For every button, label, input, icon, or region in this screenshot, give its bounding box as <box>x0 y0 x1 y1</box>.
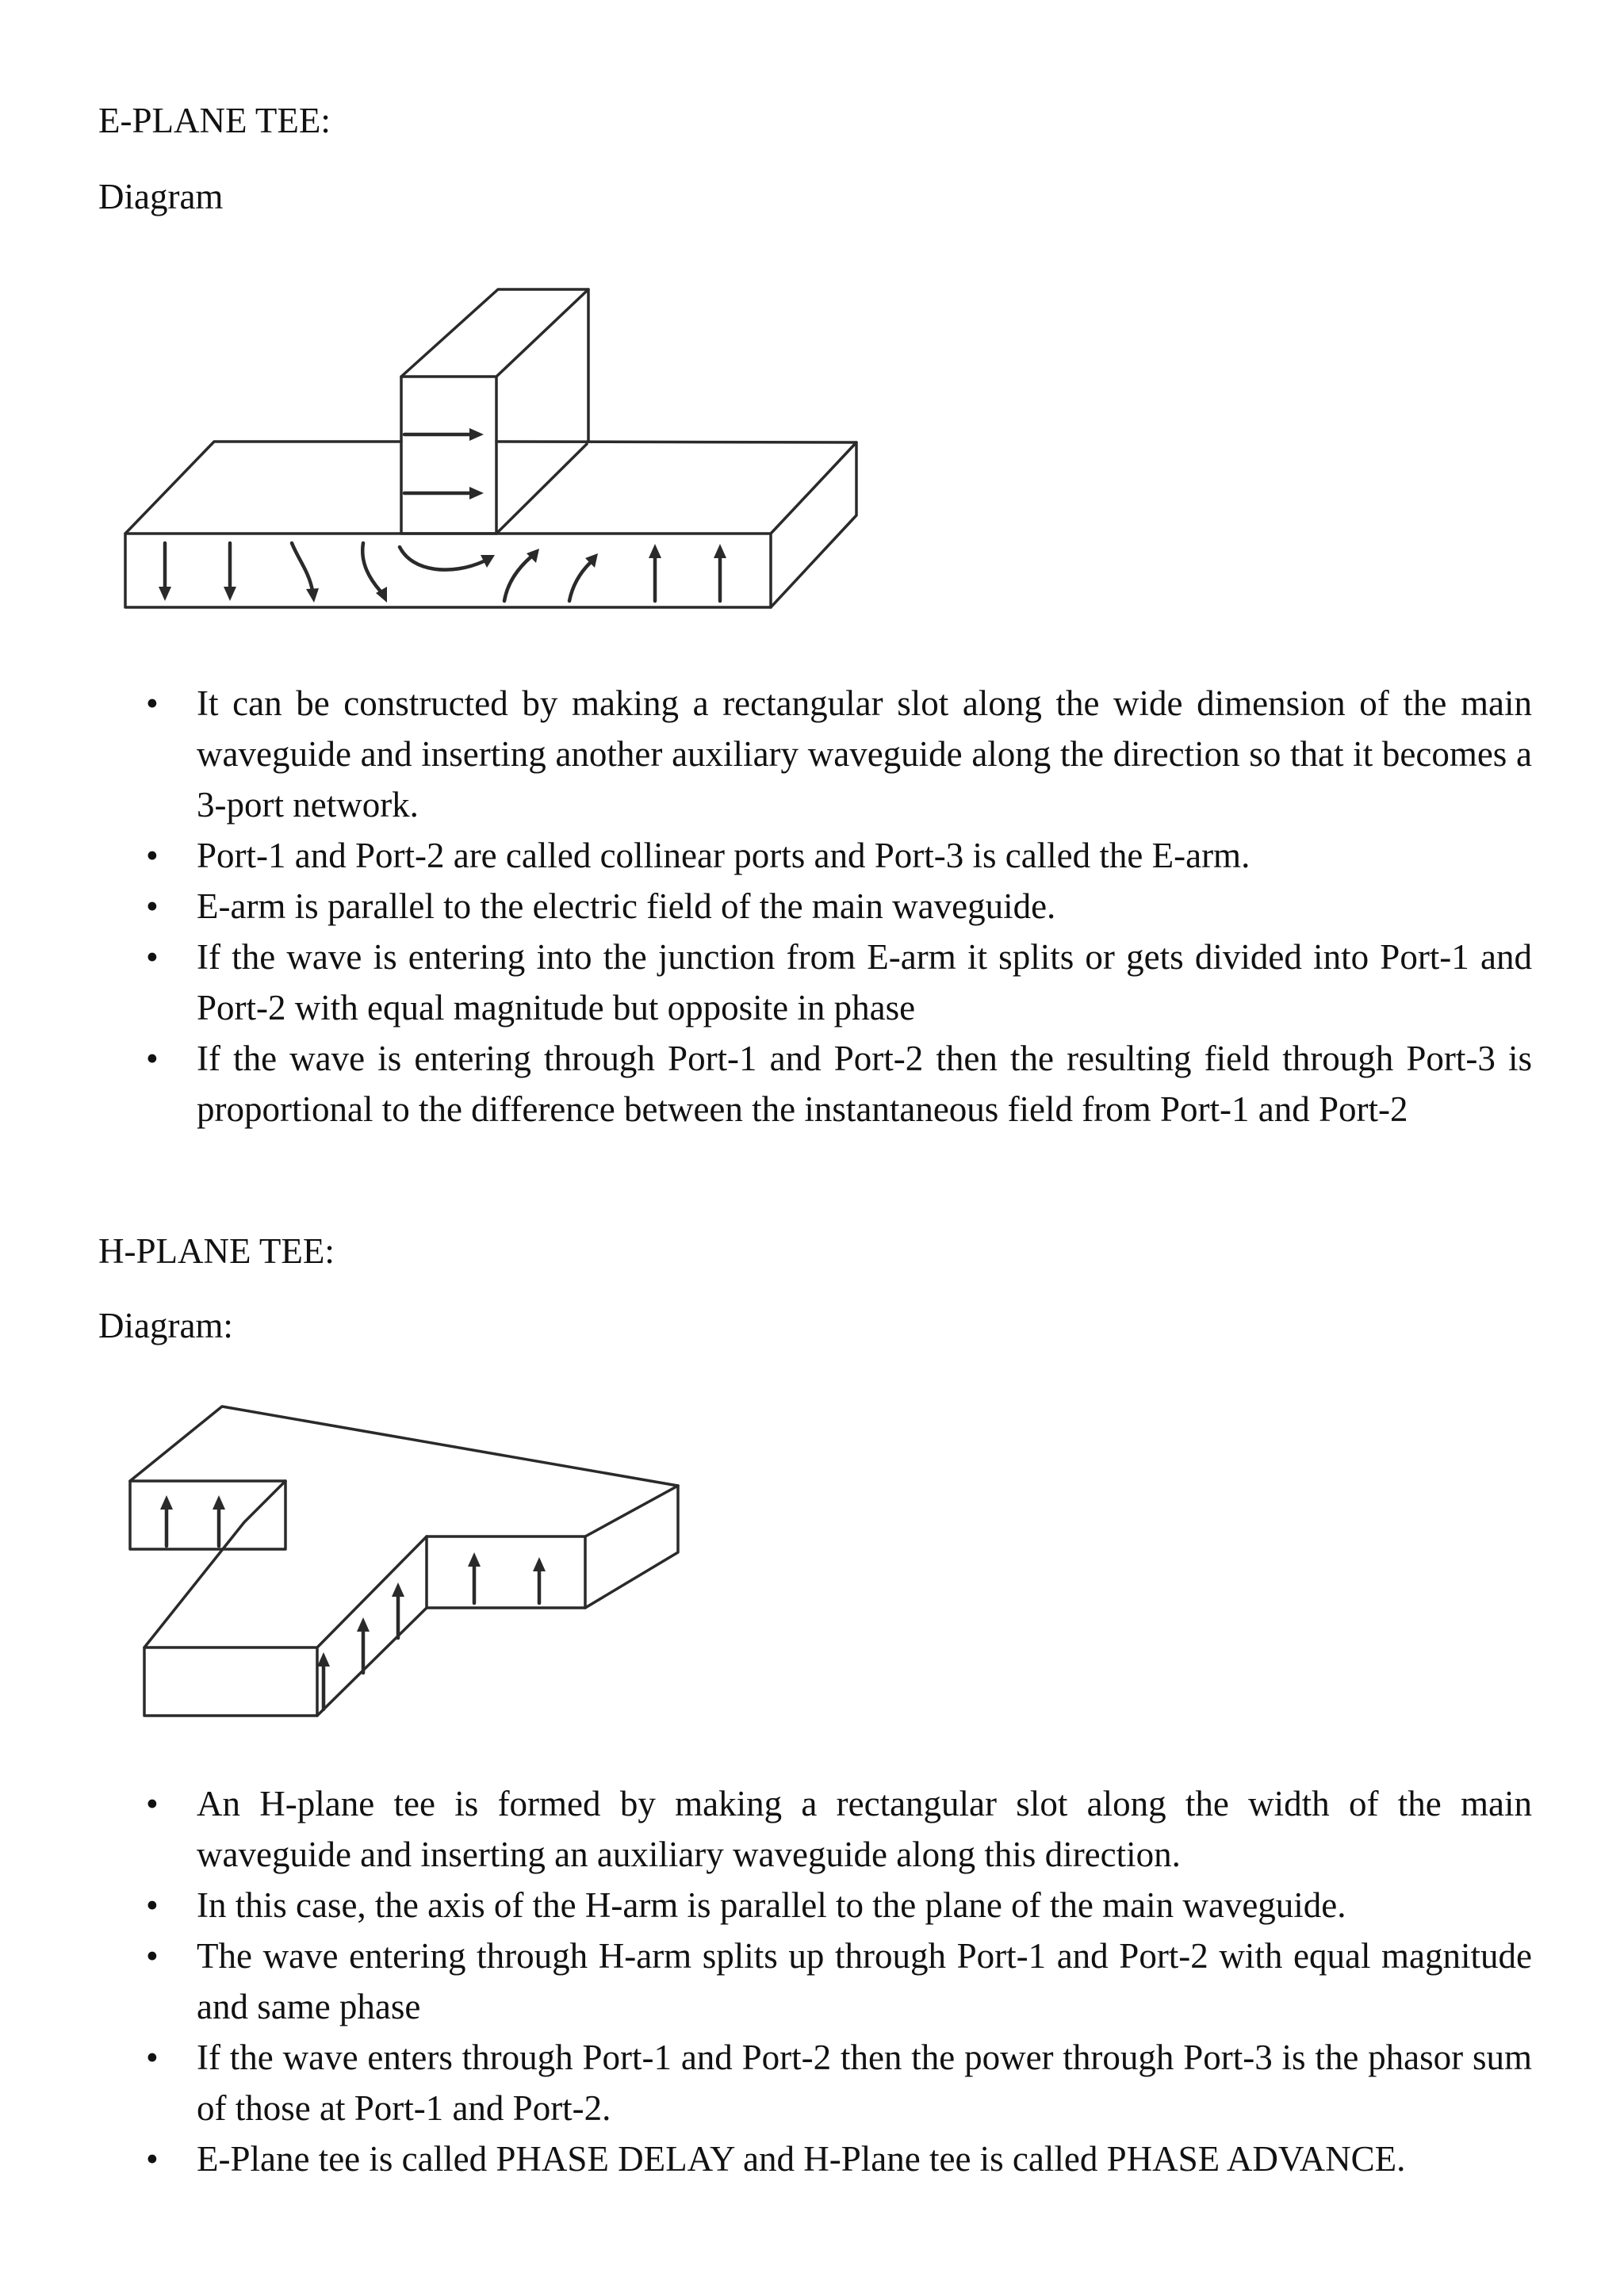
h-plane-bullet-4: • If the wave enters through Port-1 and Port-2 then the power through Port-3 is the phasor sum of those at Port-1 and Port-2. <box>98 2032 1532 2133</box>
main-waveguide-side-face <box>771 442 856 607</box>
e-arm-top-face <box>401 289 588 377</box>
h-plane-title: H-PLANE TEE: <box>98 1231 335 1271</box>
e-plane-bullet-3: • E-arm is parallel to the electric field of the main waveguide. <box>98 881 1532 932</box>
e-plane-diagram-label: Diagram <box>98 177 224 216</box>
h-arm-right-bottom-edge <box>317 1608 427 1716</box>
e-arm-front-face <box>401 377 496 534</box>
e-plane-bullet-list <box>98 678 1532 1135</box>
h-plane-tee-diagram <box>111 1395 698 1760</box>
e-plane-bullet-4: • If the wave is entering into the junction from E-arm it splits or gets divided into Port-1 and Port-2 with equal magnitude but opposite in phase <box>98 932 1532 1033</box>
e-plane-bullet-5: • If the wave is entering through Port-1 and Port-2 then the resulting field through Port-3 is proportional to the difference between the instantaneous field from Port-1 and Port-2 <box>98 1033 1532 1135</box>
main-waveguide-top-right <box>496 442 856 534</box>
main-waveguide-top-left <box>125 442 401 534</box>
port-3-face <box>144 1647 317 1716</box>
e-plane-tee-diagram <box>111 277 872 626</box>
h-plane-bullet-3: • The wave entering through H-arm splits up through Port-1 and Port-2 with equal magnitude and same phase <box>98 1931 1532 2032</box>
port-2-face <box>427 1536 585 1608</box>
h-arm-right-top-edge <box>317 1536 427 1647</box>
h-plane-bullet-2: • In this case, the axis of the H-arm is parallel to the plane of the main waveguide. <box>98 1880 1532 1931</box>
h-plane-bullet-1: • An H-plane tee is formed by making a rectangular slot along the width of the main waveguide and inserting an auxiliary waveguide along this direction. <box>98 1778 1532 1880</box>
e-arm-field-arrows <box>404 428 484 499</box>
e-plane-title: E-PLANE TEE: <box>98 101 331 140</box>
right-side-face <box>585 1486 678 1608</box>
port-1-face <box>130 1481 285 1549</box>
h-plane-bullet-list <box>98 1778 1532 2184</box>
h-plane-diagram-label: Diagram: <box>98 1306 233 1345</box>
top-face-back-edge <box>130 1406 678 1486</box>
top-face-right-edge <box>585 1486 678 1536</box>
h-plane-field-arrows <box>160 1495 546 1709</box>
main-waveguide-field-arrows <box>159 543 726 603</box>
e-plane-bullet-1: • It can be constructed by making a rectangular slot along the wide dimension of the main waveguide and inserting another auxiliary waveguide along the direction so that it becomes a 3-port network. <box>98 678 1532 830</box>
h-plane-bullet-5: • E-Plane tee is called PHASE DELAY and H-Plane tee is called PHASE ADVANCE. <box>98 2133 1532 2184</box>
e-plane-bullet-2: • Port-1 and Port-2 are called collinear ports and Port-3 is called the E-arm. <box>98 830 1532 881</box>
slot-edge <box>496 444 587 534</box>
